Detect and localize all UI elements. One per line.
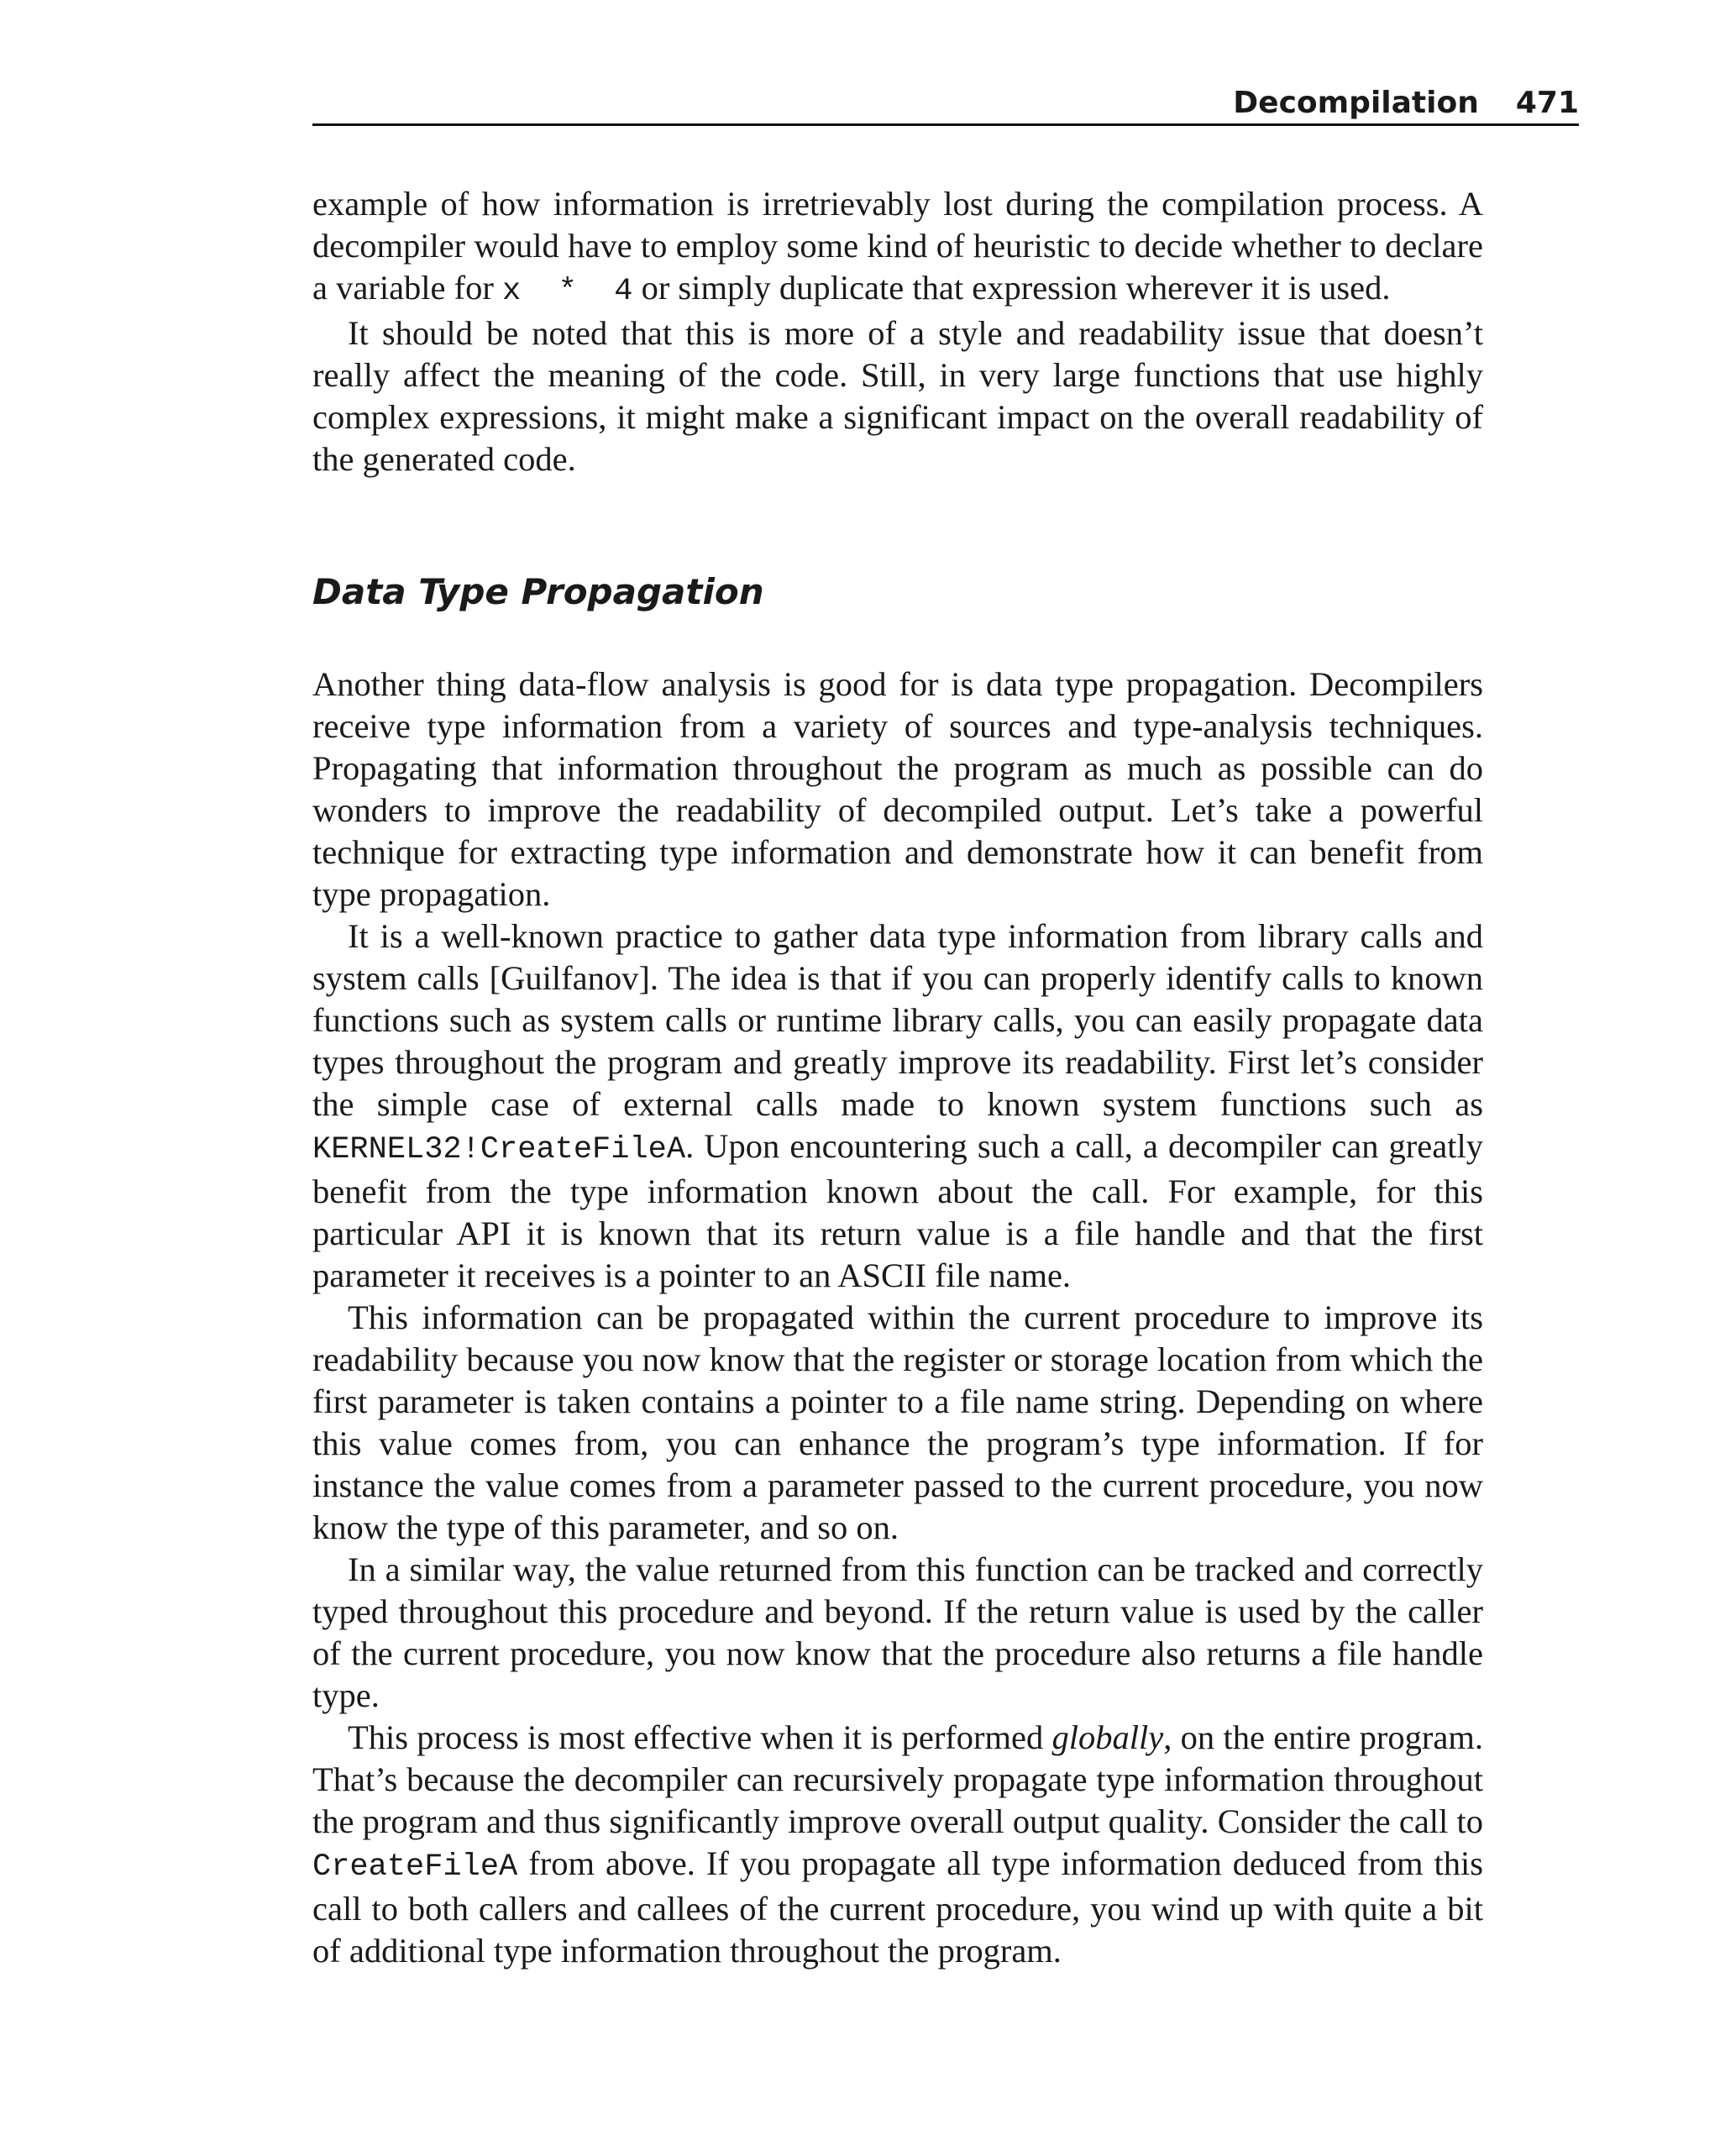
chapter-title: Decompilation [1233, 86, 1479, 120]
section-heading: Data Type Propagation [312, 571, 764, 612]
paragraph: example of how information is irretrievably lost during the compilation process. A decompiler would have to employ some kind of heuristic to decide whether to declare a variable for x * 4 or simply duplicate that expression wherever it is used. [312, 185, 1483, 309]
paragraph: It is a well-known practice to gather data type information from library calls and system calls [Guilfanov]. The idea is that if you can properly identify calls to known functions such as system calls or runtime library calls, you can easily propagate data types throughout the program and greatly improve its readability. First let’s consider the simple case of external calls made to known system functions such as KERNEL32!CreateFileA. Upon encountering such a call, a decompiler can greatly benefit from the type information known about the call. For example, for this particular API it is known that its return value is a file handle and that the first parameter it receives is a pointer to an ASCII file name. [312, 917, 1483, 1294]
emphasis: globally [1051, 1718, 1164, 1756]
paragraph: This information can be propagated within the current procedure to improve its readability because you now know that the register or storage location from which the first parameter is taken contains a pointer to a file name string. Depending on where this value comes from, you can enhance the program’s type information. If for instance the value comes from a parameter passed to the current procedure, you now know the type of this parameter, and so on. [312, 1298, 1483, 1546]
paragraph: In a similar way, the value returned from this function can be tracked and correctly typed throughout this procedure and beyond. If the return value is used by the caller of the current procedure, you now know that the procedure also returns a file handle type. [312, 1550, 1483, 1714]
paragraph: Another thing data-flow analysis is good for is data type propagation. Decompilers receive type information from a variety of sources and type-analysis techniques. Propagating that information throughout the program as much as possible can do wonders to improve the readability of decompiled output. Let’s take a powerful technique for extracting type information and demonstrate how it can benefit from type propagation. [312, 665, 1483, 913]
paragraph: This process is most effective when it is performed globally, on the entire program. That’s because the decompiler can recursively propagate type information throughout the program and thus significantly improve overall output quality. Consider the call to CreateFileA from above. If you propagate all type information deduced from this call to both callers and callees of the current procedure, you wind up with quite a bit of additional type information throughout the program. [312, 1718, 1484, 1970]
continued-text-block [312, 183, 1483, 480]
running-header [312, 77, 1579, 126]
inline-code: x * 4 [502, 274, 633, 309]
inline-code: KERNEL32!CreateFileA [312, 1132, 686, 1167]
page-number: 471 [1515, 86, 1579, 120]
paragraph: It should be noted that this is more of a style and readability issue that doesn’t really affect the meaning of the code. Still, in very large functions that use highly complex expressions, it might make a significant impact on the overall readability of the generated code. [312, 314, 1483, 478]
section-body [312, 664, 1483, 1972]
inline-code: CreateFileA [312, 1849, 518, 1885]
